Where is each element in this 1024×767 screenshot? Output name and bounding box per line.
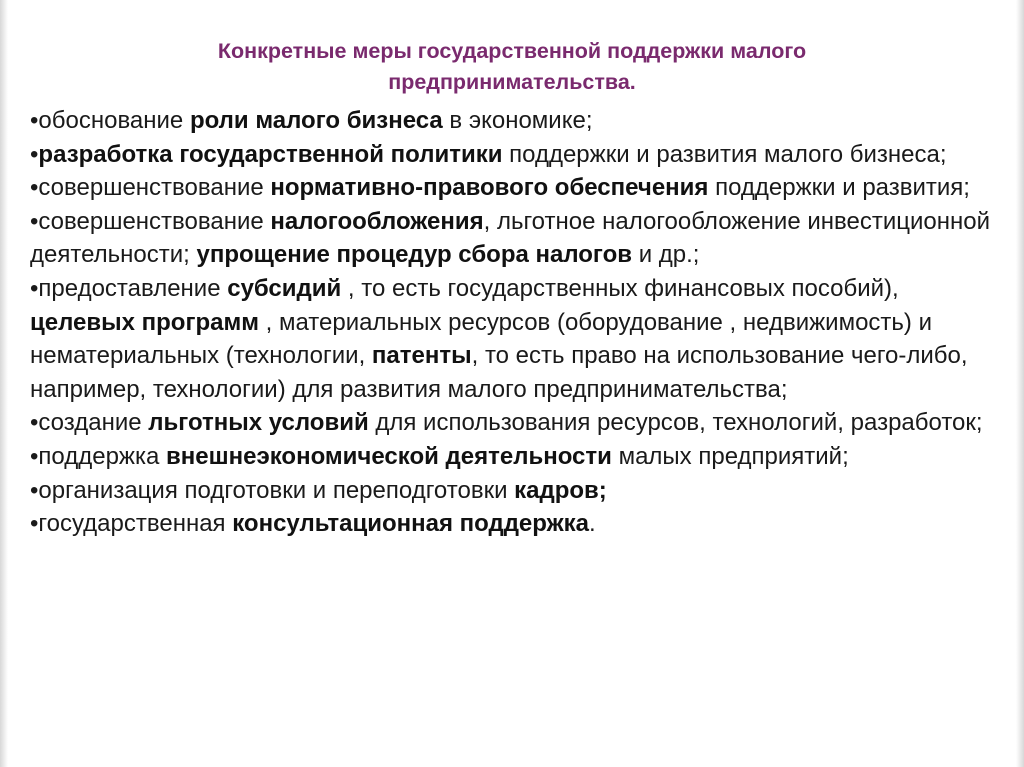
left-edge-shadow <box>0 0 8 767</box>
bullet-emphasis: кадров; <box>514 476 607 504</box>
bullet-text: малых предприятий; <box>611 442 849 470</box>
bullet-text: , льготное налогообложение инвестиционной деятельности; <box>30 207 990 269</box>
bullet-emphasis: патенты <box>371 342 472 370</box>
bullet-item <box>30 171 1005 205</box>
bullet-text: •совершенствование <box>30 174 271 202</box>
right-edge-shadow <box>1016 0 1024 767</box>
bullet-text: •поддержка <box>30 442 167 470</box>
bullet-item <box>30 440 1005 474</box>
bullet-item <box>30 474 1005 508</box>
bullet-emphasis: налогообложения <box>270 207 484 235</box>
bullet-emphasis: упрощение процедур сбора налогов <box>196 241 633 269</box>
slide-title-line-2: предпринимательства. <box>388 70 636 94</box>
bullet-text: и др.; <box>632 241 700 269</box>
bullet-text: в экономике; <box>442 107 593 134</box>
bullet-item <box>30 104 1005 138</box>
bullet-text: •обоснование <box>30 107 190 134</box>
bullet-text: , то есть право на использование чего-либо, например, технологии) для развития малого предпринимательства; <box>30 342 968 403</box>
bullet-item <box>30 406 1005 440</box>
bullet-text: • <box>30 140 39 168</box>
bullet-list <box>30 104 1005 541</box>
bullet-text: поддержки и развития; <box>708 174 970 202</box>
slide-title-line-1: Конкретные меры государственной поддержки малого <box>217 39 807 63</box>
bullet-item <box>30 205 1005 272</box>
bullet-text: , то есть государственных финансовых пособий), <box>341 274 899 302</box>
bullet-text: поддержки и развития малого бизнеса; <box>502 140 947 168</box>
bullet-text: для использования ресурсов, технологий, разработок; <box>368 409 983 437</box>
bullet-text: •создание <box>30 409 149 437</box>
bullet-text: •государственная <box>30 510 233 538</box>
bullet-emphasis: роли малого бизнеса <box>189 107 443 134</box>
bullet-emphasis: нормативно-правового обеспечения <box>270 174 709 202</box>
bullet-text: •предоставление <box>30 274 228 302</box>
bullet-emphasis: разработка государственной политики <box>38 140 503 168</box>
bullet-text: , материальных ресурсов (оборудование , недвижимость) и нематериальных (технологии, <box>30 308 932 370</box>
bullet-emphasis: целевых программ <box>30 308 259 336</box>
bullet-item <box>30 507 1005 541</box>
slide-title <box>0 36 1024 98</box>
bullet-emphasis: внешнеэкономической деятельности <box>166 442 612 470</box>
bullet-text: •организация подготовки и переподготовки <box>30 476 515 504</box>
bullet-item <box>30 272 1005 406</box>
bullet-text: •совершенствование <box>30 207 271 235</box>
bullet-text: . <box>589 510 596 538</box>
bullet-emphasis: субсидий <box>227 274 342 302</box>
bullet-emphasis: консультационная поддержка <box>232 510 589 538</box>
bullet-emphasis: льготных условий <box>148 409 369 437</box>
bullet-item <box>30 138 1005 172</box>
